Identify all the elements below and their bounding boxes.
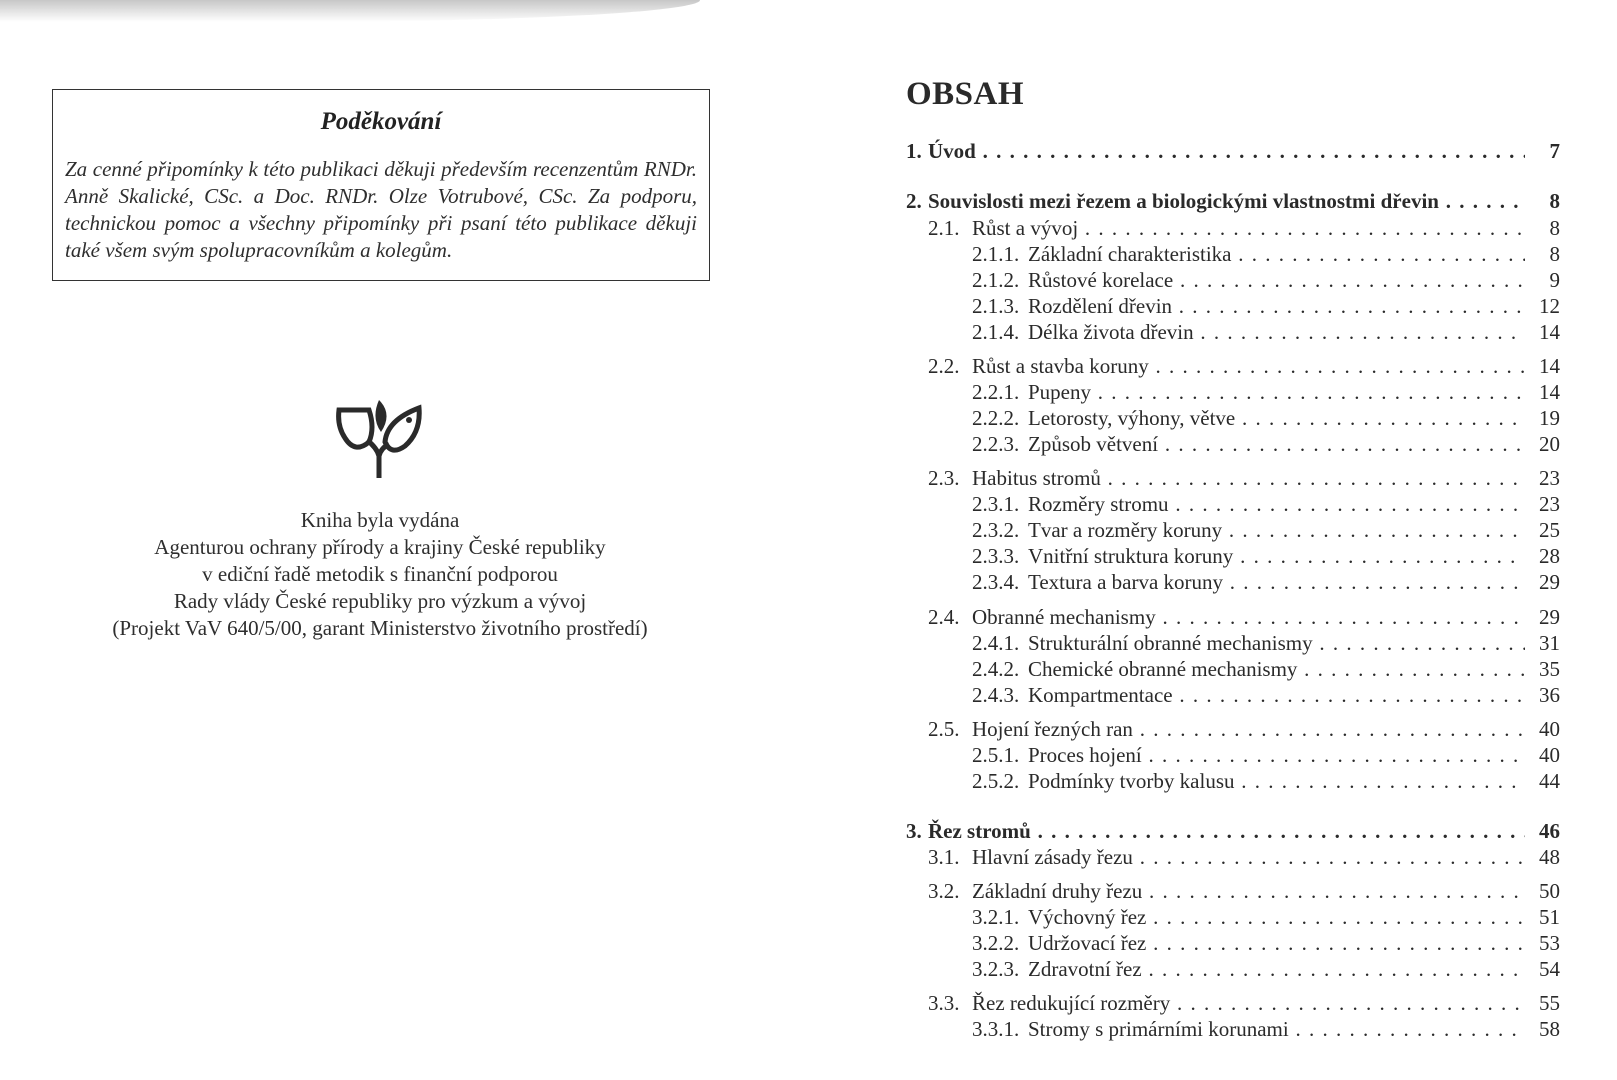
toc-entry-number: 2.4.3. [972,683,1020,707]
publisher-line: Rady vlády České republiky pro výzkum a vývoj [173,589,587,613]
toc-entry [0,188,1617,214]
toc-entry-title: Proces hojení . . . [1028,742,1525,768]
toc-entry-title: Textura a barva koruny . . . [1028,569,1525,595]
publisher-line: v ediční řadě metodik s finanční podporou [202,562,558,586]
toc-entry-title: Základní druhy řezu . . . [972,878,1525,904]
toc-entry-number: 2.2.2. [972,406,1020,430]
toc-entry [0,138,1617,164]
toc-entry [0,517,1617,543]
publisher-line: Kniha byla vydána [300,508,460,532]
toc-entry-number: 2.1.3. [972,294,1020,318]
toc-entry-number: 3.2.2. [972,931,1020,955]
toc-entry [0,604,1617,630]
toc-entry-title: Podmínky tvorby kalusu . . . [1028,768,1525,794]
toc-entry-page: 28 [1539,544,1560,568]
toc-entry-number: 3.2.1. [972,905,1020,929]
toc-entry-number: 2.2. [928,354,960,378]
toc-entry-title: Růst a vývoj . . . [972,215,1525,241]
toc-entry-number: 2.3.2. [972,518,1020,542]
toc-entry-page: 9 [1549,268,1560,292]
toc-entry-title: Kompartmentace . . . [1028,682,1525,708]
toc-entry [0,1016,1617,1042]
toc-entry [0,768,1617,794]
toc-entry-title: Zdravotní řez . . . [1028,956,1525,982]
toc-entry [0,491,1617,517]
toc-entry-number: 2.3.1. [972,492,1020,516]
toc-entry-page: 50 [1539,879,1560,903]
acknowledgement-text: Za cenné připomínky k této publikaci děkuji především recenzentům RNDr. Anně Skalické, CSc. a Doc. RNDr. Olze Votrubové, CSc. Za podporu, technickou pomoc a všechny připomínky při psaní této publikace děkuji také všem svým spolupracovníkům a kolegům. [65,157,697,262]
toc-entry [0,844,1617,870]
toc-entry [0,682,1617,708]
toc-entry [0,543,1617,569]
toc-entry-number: 2.2.1. [972,380,1020,404]
toc-entry [0,319,1617,345]
toc-entry-title: Chemické obranné mechanismy . . . [1028,656,1525,682]
acknowledgement-title: Poděkování [320,108,442,135]
toc-entry-title: Rozměry stromu . . . [1028,491,1525,517]
toc-entry-page: 19 [1539,406,1560,430]
toc-entry-title: Řez stromů . . . [928,818,1525,844]
toc-entry-page: 51 [1539,905,1560,929]
toc-entry [0,293,1617,319]
publisher-line: (Projekt VaV 640/5/00, garant Ministerstvo životního prostředí) [112,616,648,640]
toc-entry-page: 20 [1539,432,1560,456]
toc-entry-page: 7 [1549,139,1560,163]
toc-entry-title: Tvar a rozměry koruny . . . [1028,517,1525,543]
toc-entry-title: Základní charakteristika . . . [1028,241,1525,267]
toc-entry-title: Způsob větvení . . . [1028,431,1525,457]
toc-entry-title: Vnitřní struktura koruny . . . [1028,543,1525,569]
toc-entry-title: Obranné mechanismy . . . [972,604,1525,630]
toc-entry [0,656,1617,682]
toc-entry-number: 2.1.4. [972,320,1020,344]
toc-entry [0,878,1617,904]
toc-entry-number: 2.5.2. [972,769,1020,793]
toc-entry-page: 29 [1539,605,1560,629]
toc-entry-number: 3.3.1. [972,1017,1020,1041]
toc-entry-title: Strukturální obranné mechanismy . . . [1028,630,1525,656]
toc-entry-number: 2.2.3. [972,432,1020,456]
toc-entry [0,990,1617,1016]
toc-entry [0,379,1617,405]
toc-entry-page: 23 [1539,466,1560,490]
toc-entry-page: 53 [1539,931,1560,955]
toc-entry-number: 3.3. [928,991,960,1015]
toc-entry-number: 2.5.1. [972,743,1020,767]
toc-entry-page: 14 [1539,354,1560,378]
toc-entry-number: 2.1.2. [972,268,1020,292]
toc-entry-title: Délka života dřevin . . . [1028,319,1525,345]
toc-entry-title: Hlavní zásady řezu . . . [972,844,1525,870]
toc-entry-page: 48 [1539,845,1560,869]
toc-entry-page: 58 [1539,1017,1560,1041]
toc-entry [0,241,1617,267]
toc-entry-number: 1. [906,139,922,163]
toc-entry [0,904,1617,930]
toc-entry-title: Pupeny . . . [1028,379,1525,405]
toc-entry-title: Udržovací řez . . . [1028,930,1525,956]
toc-entry [0,431,1617,457]
toc-entry [0,818,1617,844]
toc-entry [0,742,1617,768]
toc-entry-title: Růst a stavba koruny . . . [972,353,1525,379]
toc-entry-number: 3.2.3. [972,957,1020,981]
toc-entry-number: 2.3.4. [972,570,1020,594]
toc-entry [0,267,1617,293]
toc-entry-page: 8 [1549,189,1560,213]
scan-page-shadow [0,0,700,22]
toc-entry-title: Výchovný řez . . . [1028,904,1525,930]
toc-entry-title: Stromy s primárními korunami . . . [1028,1016,1525,1042]
toc-entry-page: 55 [1539,991,1560,1015]
toc-entry-number: 2.1.1. [972,242,1020,266]
toc-entry-title: Habitus stromů . . . [972,465,1525,491]
toc-entry-title: Souvislosti mezi řezem a biologickými vlastnostmi dřevin . . . [928,188,1525,214]
toc-entry-page: 54 [1539,957,1560,981]
toc-entry-title: Řez redukující rozměry . . . [972,990,1525,1016]
toc-entry [0,465,1617,491]
toc-entry-title: Hojení řezných ran . . . [972,716,1525,742]
toc-entry-page: 35 [1539,657,1560,681]
toc-entry-title: Rozdělení dřevin . . . [1028,293,1525,319]
toc-entry-page: 8 [1549,216,1560,240]
toc-entry-page: 46 [1539,819,1560,843]
toc-entry-page: 40 [1539,717,1560,741]
toc-entry [0,405,1617,431]
toc-entry-page: 14 [1539,380,1560,404]
toc-entry-page: 8 [1549,242,1560,266]
toc-entry-number: 2.4.1. [972,631,1020,655]
toc-entry-page: 29 [1539,570,1560,594]
toc-entry [0,716,1617,742]
toc-entry-number: 2.4. [928,605,960,629]
toc-entry [0,930,1617,956]
publisher-line: Agenturou ochrany přírody a krajiny České republiky [154,535,606,559]
toc-entry [0,569,1617,595]
toc-entry-page: 40 [1539,743,1560,767]
toc-entry-page: 12 [1539,294,1560,318]
toc-entry [0,956,1617,982]
toc-entry-page: 31 [1539,631,1560,655]
toc-entry [0,215,1617,241]
toc-entry [0,630,1617,656]
toc-entry-number: 2.1. [928,216,960,240]
toc-heading: OBSAH [906,76,1025,112]
toc-entry-number: 3.1. [928,845,960,869]
toc-entry-page: 44 [1539,769,1560,793]
toc-entry [0,353,1617,379]
toc-entry-title: Úvod . . . [928,138,1525,164]
toc-entry-number: 2.4.2. [972,657,1020,681]
toc-entry-title: Růstové korelace . . . [1028,267,1525,293]
toc-entry-page: 25 [1539,518,1560,542]
toc-entry-number: 2.3.3. [972,544,1020,568]
toc-entry-page: 14 [1539,320,1560,344]
toc-entry-number: 2.3. [928,466,960,490]
toc-entry-number: 2.5. [928,717,960,741]
toc-entry-number: 3. [906,819,922,843]
toc-entry-number: 3.2. [928,879,960,903]
toc-entry-number: 2. [906,189,922,213]
toc-entry-page: 36 [1539,683,1560,707]
toc-entry-title: Letorosty, výhony, větve . . . [1028,405,1525,431]
toc-entry-page: 23 [1539,492,1560,516]
